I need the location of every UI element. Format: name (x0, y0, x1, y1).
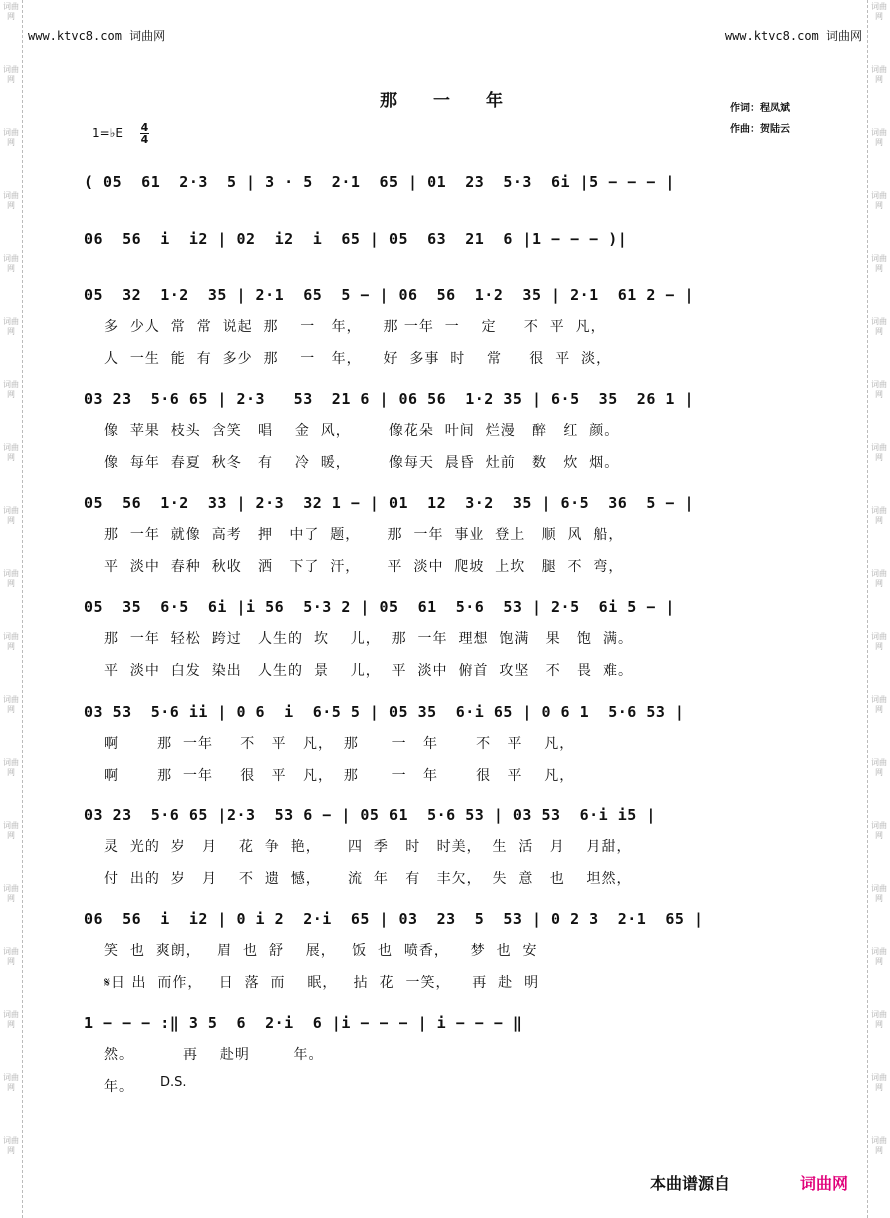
site-url-left[interactable]: www.ktvc8.com 词曲网 (28, 29, 166, 43)
side-watermark-label: 词曲网 (3, 821, 19, 840)
side-watermark-label: 词曲网 (871, 884, 887, 903)
notation-line: 05 32 1·2 35 | 2·1 65 5 − | 06 56 1·2 35 | 2·1 61 2 − | (84, 286, 694, 304)
lyric-line: 然。 再 赴明 年。 (104, 1047, 324, 1063)
time-signature (140, 122, 149, 145)
side-watermark-label: 词曲网 (3, 443, 19, 462)
side-watermark-label: 词曲网 (871, 632, 887, 651)
side-watermark-label: 词曲网 (871, 1136, 887, 1155)
song-title: 那一年 (380, 91, 539, 111)
side-watermark-label: 词曲网 (871, 1010, 887, 1029)
side-watermark-label: 词曲网 (871, 947, 887, 966)
notation-line: 1 − − − :‖ 3 5 6 2·i 6 |i − − − | i − − − ‖ (84, 1014, 523, 1032)
time-signature-top: 4 (140, 121, 149, 134)
staff-system (84, 806, 804, 887)
notation-line: 05 56 1·2 33 | 2·3 32 1 − | 01 12 3·2 35 | 6·5 36 5 − | (84, 494, 694, 512)
lyric-line: 付 出的 岁 月 不 遗 憾， 流 年 有 丰欠， 失 意 也 坦然， (104, 871, 632, 887)
side-watermark-label: 词曲网 (871, 2, 887, 21)
side-watermark-label: 词曲网 (871, 821, 887, 840)
side-watermark-label: 词曲网 (3, 128, 19, 147)
notation-line: 03 23 5·6 65 |2·3 53 6 − | 05 61 5·6 53 | 03 53 6·i i5 | (84, 806, 656, 824)
side-watermark-label: 词曲网 (3, 569, 19, 588)
lyric-line: 人 一生 能 有 多少 那 一 年， 好 多事 时 常 很 平 淡， (104, 351, 612, 367)
site-url-right[interactable]: www.ktvc8.com 词曲网 (724, 29, 862, 43)
right-watermark-strip (867, 0, 890, 1218)
side-watermark-label: 词曲网 (871, 191, 887, 210)
ds-mark: D.S. (160, 1075, 187, 1090)
side-watermark-label: 词曲网 (3, 191, 19, 210)
side-watermark-label: 词曲网 (871, 128, 887, 147)
side-watermark-label: 词曲网 (871, 506, 887, 525)
notation-line: 06 56 i i2 | 02 i2 i 65 | 05 63 21 6 |1 − − − )| (84, 230, 628, 248)
notation-line: 05 35 6·5 6i |i 56 5·3 2 | 05 61 5·6 53 | 2·5 6i 5 − | (84, 598, 675, 616)
notation-line: 03 23 5·6 65 | 2·3 53 21 6 | 06 56 1·2 35 | 6·5 35 26 1 | (84, 390, 694, 408)
lyric-line: 那 一年 就像 高考 押 中了 题， 那 一年 事业 登上 顺 风 船， (104, 527, 624, 543)
notation-line: 03 53 5·6 ii | 0 6 i 6·5 5 | 05 35 6·i 65 | 0 6 1 5·6 53 | (84, 703, 685, 721)
lyric-line: 啊 那 一年 不 平 凡， 那 一 年 不 平 凡， (104, 736, 575, 752)
lyric-line: 𝄋日 出 而作， 日 落 而 眠， 拈 花 一笑， 再 赴 明 (104, 975, 540, 991)
side-watermark-label: 词曲网 (871, 443, 887, 462)
side-watermark-label: 词曲网 (871, 380, 887, 399)
side-watermark-label: 词曲网 (3, 317, 19, 336)
side-watermark-label: 词曲网 (3, 884, 19, 903)
lyric-line: 笑 也 爽朗， 眉 也 舒 展， 饭 也 喷香， 梦 也 安 (104, 943, 538, 959)
staff-system (84, 390, 804, 471)
lyric-line: 像 苹果 枝头 含笑 唱 金 风， 像花朵 叶间 烂漫 醉 红 颜。 (104, 423, 620, 439)
lyric-line: 那 一年 轻松 跨过 人生的 坎 儿， 那 一年 理想 饱满 果 饱 满。 (104, 631, 633, 647)
composer-credit: 作曲：贺陆云 (730, 124, 790, 135)
side-watermark-label: 词曲网 (3, 758, 19, 777)
time-signature-bottom: 4 (140, 133, 149, 146)
side-watermark-label: 词曲网 (3, 65, 19, 84)
side-watermark-label: 词曲网 (871, 1073, 887, 1092)
staff-system (84, 910, 804, 991)
side-watermark-label: 词曲网 (3, 2, 19, 21)
staff-system (84, 230, 804, 256)
footer-source-label: 本曲谱源自 (650, 1174, 731, 1193)
side-watermark-label: 词曲网 (3, 380, 19, 399)
lyric-line: 多 少人 常 常 说起 那 一 年， 那 一年 一 定 不 平 凡， (104, 319, 606, 335)
lyric-line: 灵 光的 岁 月 花 争 艳， 四 季 时 时美， 生 活 月 月甜， (104, 839, 632, 855)
side-watermark-label: 词曲网 (3, 1010, 19, 1029)
lyric-line: 平 淡中 白发 染出 人生的 景 儿， 平 淡中 俯首 攻坚 不 畏 难。 (104, 663, 633, 679)
lyric-line: 啊 那 一年 很 平 凡， 那 一 年 很 平 凡， (104, 768, 575, 784)
lyric-line: 像 每年 春夏 秋冬 有 冷 暖， 像每天 晨昏 灶前 数 炊 烟。 (104, 455, 620, 471)
staff-system (84, 703, 804, 784)
side-watermark-label: 词曲网 (871, 317, 887, 336)
side-watermark-label: 词曲网 (871, 65, 887, 84)
lyricist-credit: 作词：程凤斌 (730, 103, 790, 114)
staff-system (84, 173, 804, 199)
side-watermark-label: 词曲网 (3, 1136, 19, 1155)
footer-site-name[interactable]: 词曲网 (800, 1174, 849, 1193)
key-signature: 1=♭E (92, 126, 123, 140)
side-watermark-label: 词曲网 (3, 1073, 19, 1092)
lyric-line: 年。 (104, 1079, 134, 1095)
side-watermark-label: 词曲网 (3, 695, 19, 714)
side-watermark-label: 词曲网 (871, 254, 887, 273)
side-watermark-label: 词曲网 (3, 506, 19, 525)
notation-line: 06 56 i i2 | 0 i 2 2·i 65 | 03 23 5 53 | 0 2 3 2·1 65 | (84, 910, 704, 928)
staff-system (84, 286, 804, 367)
notation-line: ( 05 61 2·3 5 | 3 · 5 2·1 65 | 01 23 5·3 6i |5 − − − | (84, 173, 675, 191)
side-watermark-label: 词曲网 (871, 695, 887, 714)
side-watermark-label: 词曲网 (3, 254, 19, 273)
side-watermark-label: 词曲网 (3, 632, 19, 651)
side-watermark-label: 词曲网 (3, 947, 19, 966)
lyric-line: 平 淡中 春种 秋收 洒 下了 汗， 平 淡中 爬坡 上坎 腿 不 弯， (104, 559, 624, 575)
left-watermark-strip (0, 0, 23, 1218)
staff-system (84, 494, 804, 575)
side-watermark-label: 词曲网 (871, 569, 887, 588)
side-watermark-label: 词曲网 (871, 758, 887, 777)
staff-system (84, 598, 804, 679)
